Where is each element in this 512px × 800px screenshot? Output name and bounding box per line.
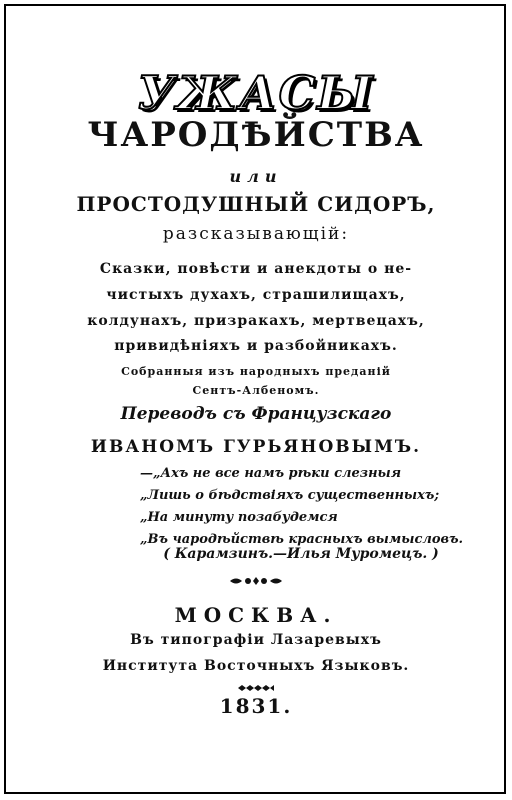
translator-name: ИВАНОМЪ ГУРЬЯНОВЫМЪ. — [90, 437, 422, 457]
contents-line: чистыхъ духахъ, страшилищахъ, — [106, 287, 406, 303]
city: МОСКВА. — [174, 603, 338, 627]
press-line: Института Восточныхъ Языковъ. — [102, 658, 410, 674]
translated-by: Переводъ съ Французскаго — [120, 404, 392, 424]
subtitle: ПРОСТОДУШНЫЙ СИДОРЪ, — [76, 192, 436, 216]
collected-line: Сентъ-Албеномъ. — [192, 384, 320, 397]
conjunction: или — [229, 167, 283, 186]
press-line: Въ типографіи Лазаревыхъ — [130, 632, 382, 648]
epigraph-line: „Въ чародѣйствѣ красныхъ вымысловъ. — [140, 532, 464, 547]
contents-line: привидѣніяхъ и разбойникахъ. — [114, 338, 398, 354]
contents-line: колдунахъ, призракахъ, мертвецахъ, — [87, 313, 425, 329]
epigraph-line: „На минуту позабудемся — [140, 510, 338, 525]
rule-ornament — [236, 685, 276, 691]
subtitle-tail: разсказывающій: — [162, 224, 350, 244]
epigraph-attribution: ( Карамзинъ.—Илья Муромецъ. ) — [163, 546, 439, 562]
ornament-divider — [228, 576, 284, 586]
epigraph-line: „Лишь о бѣдствіяхъ существенныхъ; — [140, 488, 440, 503]
year: 1831. — [219, 694, 293, 718]
title-main: УЖАСЫ — [137, 66, 375, 120]
title-second: ЧАРОДѢЙСТВА — [87, 115, 425, 155]
epigraph-line: —„Ахъ не все намъ рѣки слезныя — [140, 466, 402, 481]
collected-line: Собранныя изъ народныхъ преданій — [121, 365, 391, 378]
contents-line: Сказки, повѣсти и анекдоты о не- — [99, 261, 413, 277]
